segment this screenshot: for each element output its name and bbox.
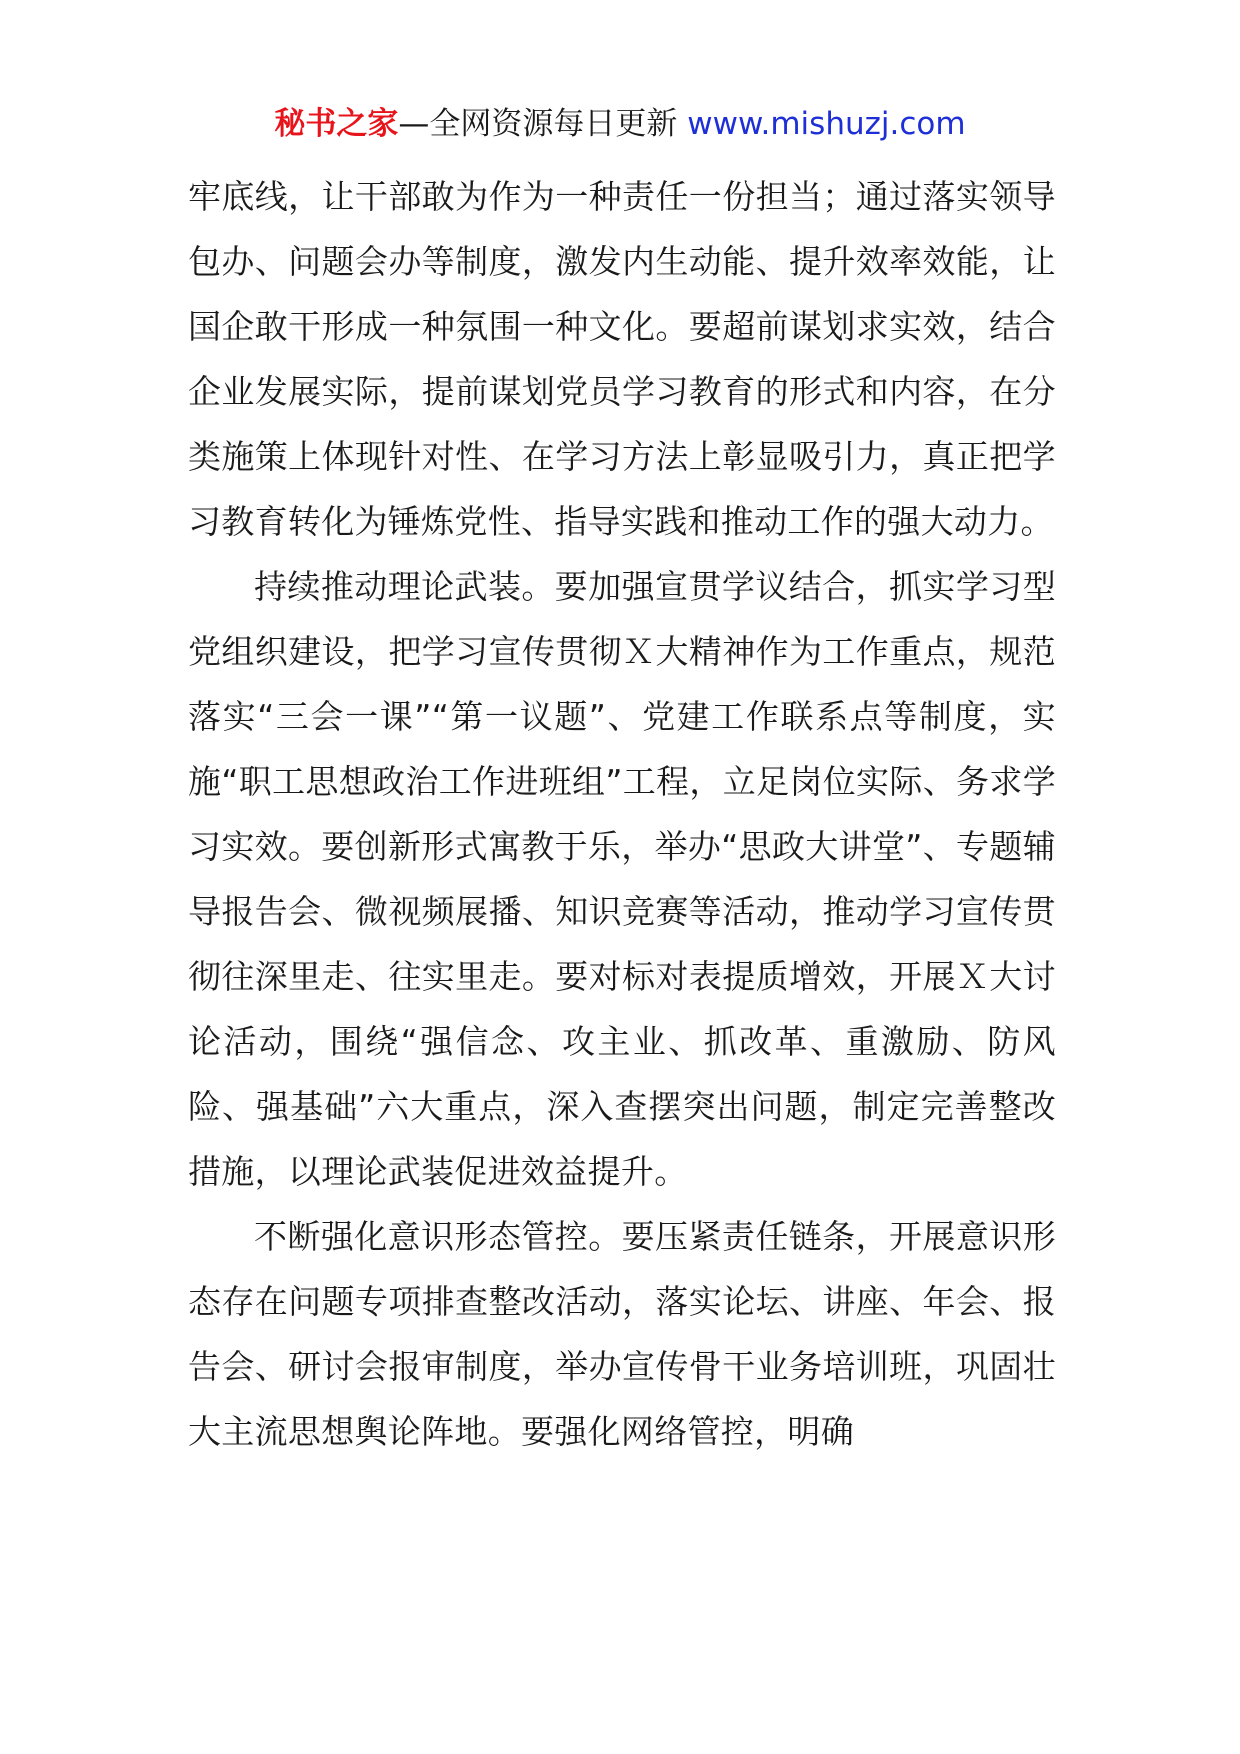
- site-url-link[interactable]: www.mishuzj.com: [687, 106, 966, 142]
- site-tagline: —全网资源每日更新: [398, 106, 678, 142]
- paragraph-ideology-control: 不断强化意识形态管控。要压紧责任链条，开展意识形态存在问题专项排查整改活动，落实论坛、讲座、年会、报告会、研讨会报审制度，举办宣传骨干业务培训班，巩固壮大主流思想舆论阵地。要强化网络管控，明确: [188, 1217, 1056, 1451]
- paragraph-continued: 牢底线，让干部敢为作为一种责任一份担当；通过落实领导包办、问题会办等制度，激发内生动能、提升效率效能，让国企敢干形成一种氛围一种文化。要超前谋划求实效，结合企业发展实际，提前谋划党员学习教育的形式和内容，在分类施策上体现针对性、在学习方法上彰显吸引力，真正把学习教育转化为锤炼党性、指导实践和推动工作的强大动力。: [188, 177, 1056, 541]
- paragraph-theory-armament: 持续推动理论武装。要加强宣贯学议结合，抓实学习型党组织建设，把学习宣传贯彻Ｘ大精神作为工作重点，规范落实“三会一课”“第一议题”、党建工作联系点等制度，实施“职工思想政治工作进班组”工程，立足岗位实际、务求学习实效。要创新形式寓教于乐，举办“思政大讲堂”、专题辅导报告会、微视频展播、知识竞赛等活动，推动学习宣传贯彻往深里走、往实里走。要对标对表提质增效，开展Ｘ大讨论活动，围绕“强信念、攻主业、抓改革、重激励、防风险、强基础”六大重点，深入查摆突出问题，制定完善整改措施，以理论武装促进效益提升。: [188, 567, 1056, 1191]
- document-body: [188, 164, 1056, 1464]
- site-header: [0, 102, 1240, 146]
- site-brand: 秘书之家: [274, 106, 399, 142]
